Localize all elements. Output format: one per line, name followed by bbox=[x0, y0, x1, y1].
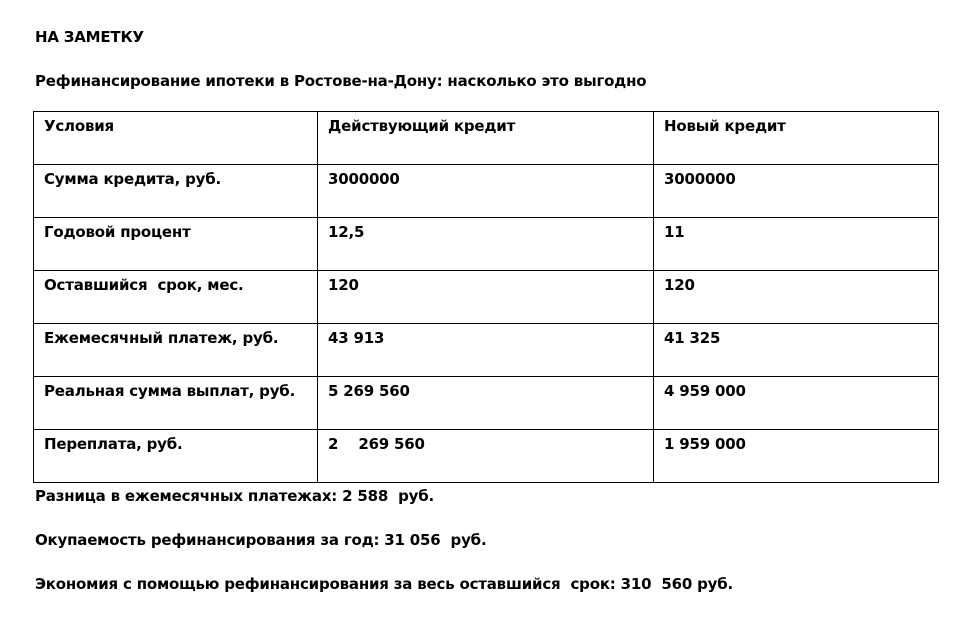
table-row bbox=[34, 271, 939, 324]
new-loan-value: 41 325 bbox=[654, 324, 939, 377]
current-loan-value: 12,5 bbox=[318, 218, 654, 271]
summary-monthly-difference: Разница в ежемесячных платежах: 2 588 руб. bbox=[35, 487, 435, 505]
table-row bbox=[34, 324, 939, 377]
current-loan-value: 43 913 bbox=[318, 324, 654, 377]
table-row bbox=[34, 377, 939, 430]
document-title: Рефинансирование ипотеки в Ростове-на-Дону: насколько это выгодно bbox=[35, 72, 647, 90]
summary-annual-payback: Окупаемость рефинансирования за год: 31 056 руб. bbox=[35, 531, 487, 549]
row-label: Переплата, руб. bbox=[34, 430, 318, 483]
current-loan-value: 5 269 560 bbox=[318, 377, 654, 430]
header-cell-current-loan: Действующий кредит bbox=[318, 112, 654, 165]
row-label: Сумма кредита, руб. bbox=[34, 165, 318, 218]
summary-total-savings: Экономия с помощью рефинансирования за весь оставшийся срок: 310 560 руб. bbox=[35, 575, 734, 593]
current-loan-value: 3000000 bbox=[318, 165, 654, 218]
table-row bbox=[34, 165, 939, 218]
new-loan-value: 120 bbox=[654, 271, 939, 324]
new-loan-value: 3000000 bbox=[654, 165, 939, 218]
new-loan-value: 11 bbox=[654, 218, 939, 271]
table-header-row bbox=[34, 112, 939, 165]
table-row bbox=[34, 218, 939, 271]
row-label: Реальная сумма выплат, руб. bbox=[34, 377, 318, 430]
new-loan-value: 4 959 000 bbox=[654, 377, 939, 430]
row-label: Оставшийся срок, мес. bbox=[34, 271, 318, 324]
header-cell-conditions: Условия bbox=[34, 112, 318, 165]
current-loan-value: 120 bbox=[318, 271, 654, 324]
table-row bbox=[34, 430, 939, 483]
header-cell-new-loan: Новый кредит bbox=[654, 112, 939, 165]
new-loan-value: 1 959 000 bbox=[654, 430, 939, 483]
comparison-table bbox=[33, 111, 939, 483]
note-label: НА ЗАМЕТКУ bbox=[35, 28, 144, 46]
row-label: Годовой процент bbox=[34, 218, 318, 271]
row-label: Ежемесячный платеж, руб. bbox=[34, 324, 318, 377]
current-loan-value: 2 269 560 bbox=[318, 430, 654, 483]
